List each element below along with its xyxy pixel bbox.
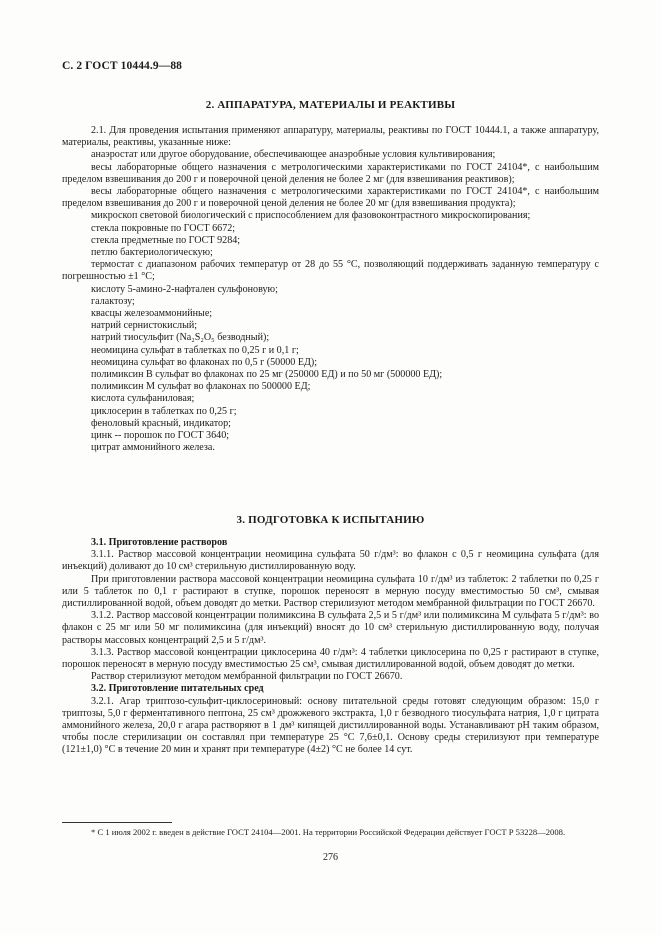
paragraph-3-1-1-tablets: При приготовлении раствора массовой концентрации неомицина сульфата 10 г/дм³ из таблеток: 2 таблетки по 0,25 г или 5 таблеток по 0,1 г растирают в ступке, порошок переносят в мерную посуду вместимостью 50 см³, смывая дистиллированной водой, объем доводят до метки. Раствор стерилизуют методом мембранной фильтрации по ГОСТ 26670. xyxy=(62,573,599,610)
list-item: весы лабораторные общего назначения с метрологическими характеристиками по ГОСТ 24104*, с наибольшим пределом взвешивания до 200 г и поверочной ценой деления не более 20 мг (для взвешивания продукта); xyxy=(62,186,599,210)
running-header: С. 2 ГОСТ 10444.9—88 xyxy=(62,60,183,72)
list-item: натрий сернистокислый; xyxy=(91,320,198,332)
footnote xyxy=(62,827,599,838)
section-2-title: 2. АППАРАТУРА, МАТЕРИАЛЫ И РЕАКТИВЫ xyxy=(205,99,456,111)
paragraph-2-1: 2.1. Для проведения испытания применяют аппаратуру, материалы, реактивы по ГОСТ 10444.1, а также аппаратуру, материалы, реактивы, указанные ниже: xyxy=(62,125,599,149)
section-3-body xyxy=(62,537,599,757)
list-item: термостат с диапазоном рабочих температур от 28 до 55 °С, позволяющий поддерживать заданную температуру с погрешностью ±1 °С; xyxy=(62,259,599,283)
list-item: анаэростат или другое оборудование, обеспечивающее анаэробные условия культивирования; xyxy=(91,149,496,161)
list-item: кислоту 5-амино-2-нафтален сульфоновую; xyxy=(91,283,278,295)
list-item: петлю бактериологическую; xyxy=(91,247,213,259)
section-2-body xyxy=(62,125,599,454)
list-item: неомицина сульфат во флаконах по 0,5 г (50000 ЕД); xyxy=(91,356,318,368)
paragraph-3-1-1: 3.1.1. Раствор массовой концентрации неомицина сульфата 50 г/дм³: во флакон с 0,5 г неомицина сульфата (для инъекций) доливают до 10 см³ стерильную дистиллированную воду. xyxy=(62,549,599,573)
list-item: неомицина сульфат в таблетках по 0,25 г и 0,1 г; xyxy=(91,344,299,356)
list-item: галактозу; xyxy=(91,295,135,307)
list-item: полимиксин М сульфат во флаконах по 500000 ЕД; xyxy=(91,381,311,393)
footnote-divider xyxy=(62,822,172,823)
paragraph-3-1-2: 3.1.2. Раствор массовой концентрации полимиксина В сульфата 2,5 и 5 г/дм³ или полимиксина М сульфата 5 г/дм³: во флакон с 25 мг или 50 мг полимиксина (для инъекций) вносят до 10 см³ стерильную дистиллированную воду, получая растворы массовых концентраций 2,5 и 5 г/дм³. xyxy=(62,610,599,646)
list-item: феноловый красный, индикатор; xyxy=(91,417,231,429)
list-item: весы лабораторные общего назначения с метрологическими характеристиками по ГОСТ 24104*, с наибольшим пределом взвешивания до 200 г и поверочной ценой деления не более 2 мг (для взвешивания реактивов); xyxy=(62,161,599,185)
list-item: кислота сульфаниловая; xyxy=(91,393,195,405)
list-item: стекла предметные по ГОСТ 9284; xyxy=(91,234,241,246)
subsection-3-1-heading: 3.1. Приготовление растворов xyxy=(91,537,228,548)
list-item: стекла покровные по ГОСТ 6672; xyxy=(91,222,236,234)
paragraph-3-1-3-sterilize: Раствор стерилизуют методом мембранной фильтрации по ГОСТ 26670. xyxy=(91,671,403,683)
list-item: натрий тиосульфит (Na₂S₂O₅ безводный); xyxy=(91,332,270,344)
footnote-text: * С 1 июля 2002 г. введен в действие ГОСТ 24104—2001. На территории Российской Федерации действует ГОСТ Р 53228—2008. xyxy=(91,827,566,837)
paragraph-3-1-3: 3.1.3. Раствор массовой концентрации циклосерина 40 г/дм³: 4 таблетки циклосерина по 0,25 г растирают в ступке, порошок переносят в мерную посуду вместимостью 25 см³, смывая дистиллированной водой, объем доводят до метки. xyxy=(62,646,599,671)
list-item: полимиксин В сульфат во флаконах по 25 мг (250000 ЕД) и по 50 мг (500000 ЕД); xyxy=(91,369,443,381)
page-number: 276 xyxy=(323,852,338,863)
list-item: микроскоп световой биологический с приспособлением для фазовоконтрастного микроскопирования; xyxy=(91,210,531,222)
list-item: циклосерин в таблетках по 0,25 г; xyxy=(91,405,237,417)
paragraph-3-2-1: 3.2.1. Агар триптозо-сульфит-циклосериновый: основу питательной среды готовят следующим образом: 15,0 г триптозы, 5,0 г ферментативного пептона, 25 см³ дрожжевого экстракта, 1,0 г безводного тиосульфата натрия, 1,0 г цитрата аммонийного железа, 20,0 г агара растворяют в 1 дм³ кипящей дистиллированной воды. Устанавливают pH таким образом, чтобы после стерилизации он составлял при температуре 25 °С 7,6±0,1. Основу среды стерилизуют при температуре (121±1,0) °С в течение 20 мин и хранят при температуре (4±2) °С не более 14 сут. xyxy=(62,695,599,756)
list-item: цинк -- порошок по ГОСТ 3640; xyxy=(91,430,230,442)
subsection-3-2-heading: 3.2. Приготовление питательных сред xyxy=(91,683,264,695)
section-3-title: 3. ПОДГОТОВКА К ИСПЫТАНИЮ xyxy=(236,514,425,526)
list-item: цитрат аммонийного железа. xyxy=(91,442,215,454)
list-item: квасцы железоаммонийные; xyxy=(91,308,213,320)
